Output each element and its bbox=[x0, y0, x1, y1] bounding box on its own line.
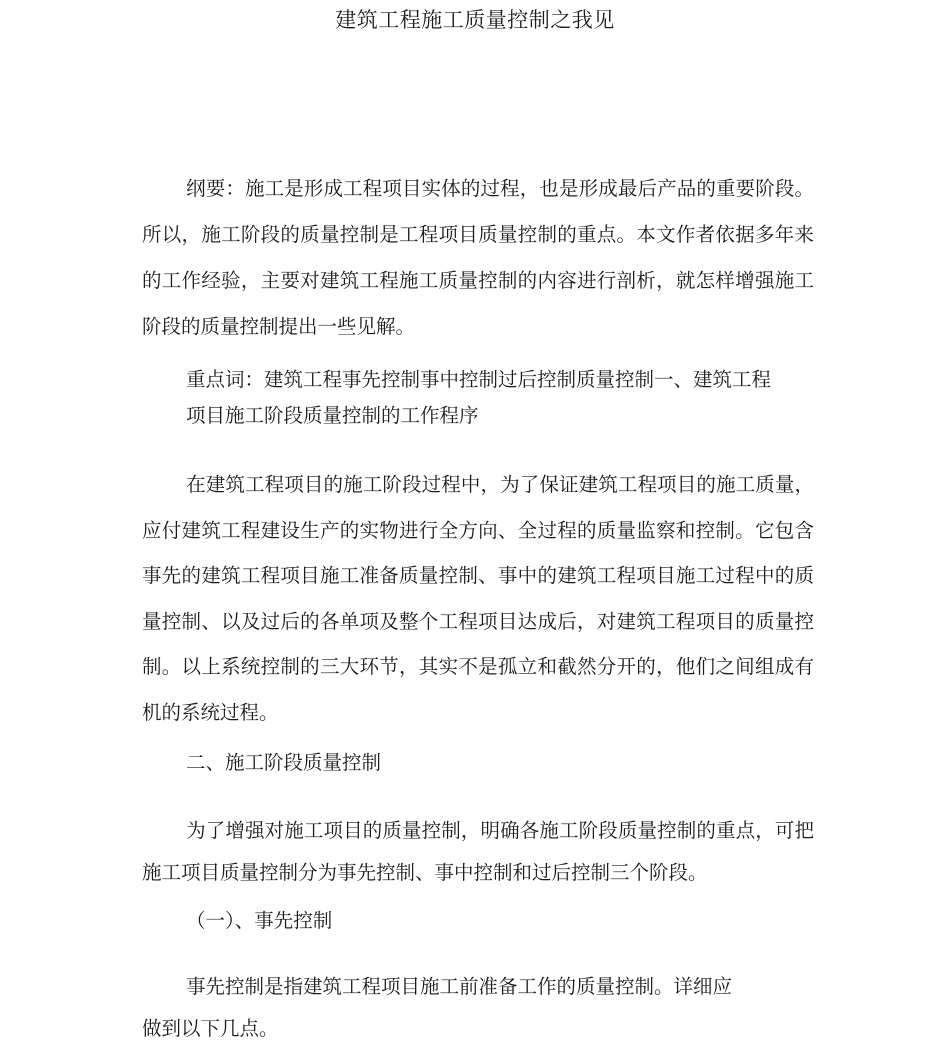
keywords-paragraph bbox=[186, 362, 816, 434]
keywords-line-2: 项目施工阶段质量控制的工作程序 bbox=[186, 404, 479, 427]
abstract-paragraph bbox=[142, 166, 814, 350]
section-heading-2: 二、施工阶段质量控制 bbox=[186, 751, 382, 774]
body-text-2: 为了增强对施工项目的质量控制，明确各施工阶段质量控制的重点，可把施工项目质量控制分为事先控制、事中控制和过后控制三个阶段。 bbox=[142, 819, 814, 884]
body-paragraph-3 bbox=[142, 966, 814, 1050]
body-text-1: 在建筑工程项目的施工阶段过程中，为了保证建筑工程项目的施工质量，应付建筑工程建设生产的实物进行全方向、全过程的质量监察和控制。它包含事先的建筑工程项目施工准备质量控制、事中的建筑工程项目施工过程中的质量控制、以及过后的各单项及整个工程项目达成后，对建筑工程项目的质量控制。以上系统控制的三大环节，其实不是孤立和截然分开的，他们之间组成有机的系统过程。 bbox=[142, 473, 814, 724]
subsection-heading-1: （一）、事先控制 bbox=[186, 909, 333, 932]
body-text-3-line-2: 做到以下几点。 bbox=[142, 1017, 279, 1040]
body-text-3-line-1: 事先控制是指建筑工程项目施工前准备工作的质量控制。详细应 bbox=[186, 975, 733, 998]
body-paragraph-2 bbox=[142, 810, 814, 894]
document-title: 建筑工程施工质量控制之我见 bbox=[335, 8, 615, 32]
abstract-text: 纲要：施工是形成工程项目实体的过程，也是形成最后产品的重要阶段。所以，施工阶段的质量控制是工程项目质量控制的重点。本文作者依据多年来的工作经验，主要对建筑工程施工质量控制的内容进行剖析，就怎样增强施工阶段的质量控制提出一些见解。 bbox=[142, 177, 814, 338]
keywords-line-1: 重点词：建筑工程事先控制事中控制过后控制质量控制一、建筑工程 bbox=[186, 368, 772, 391]
body-paragraph-1 bbox=[142, 462, 814, 736]
